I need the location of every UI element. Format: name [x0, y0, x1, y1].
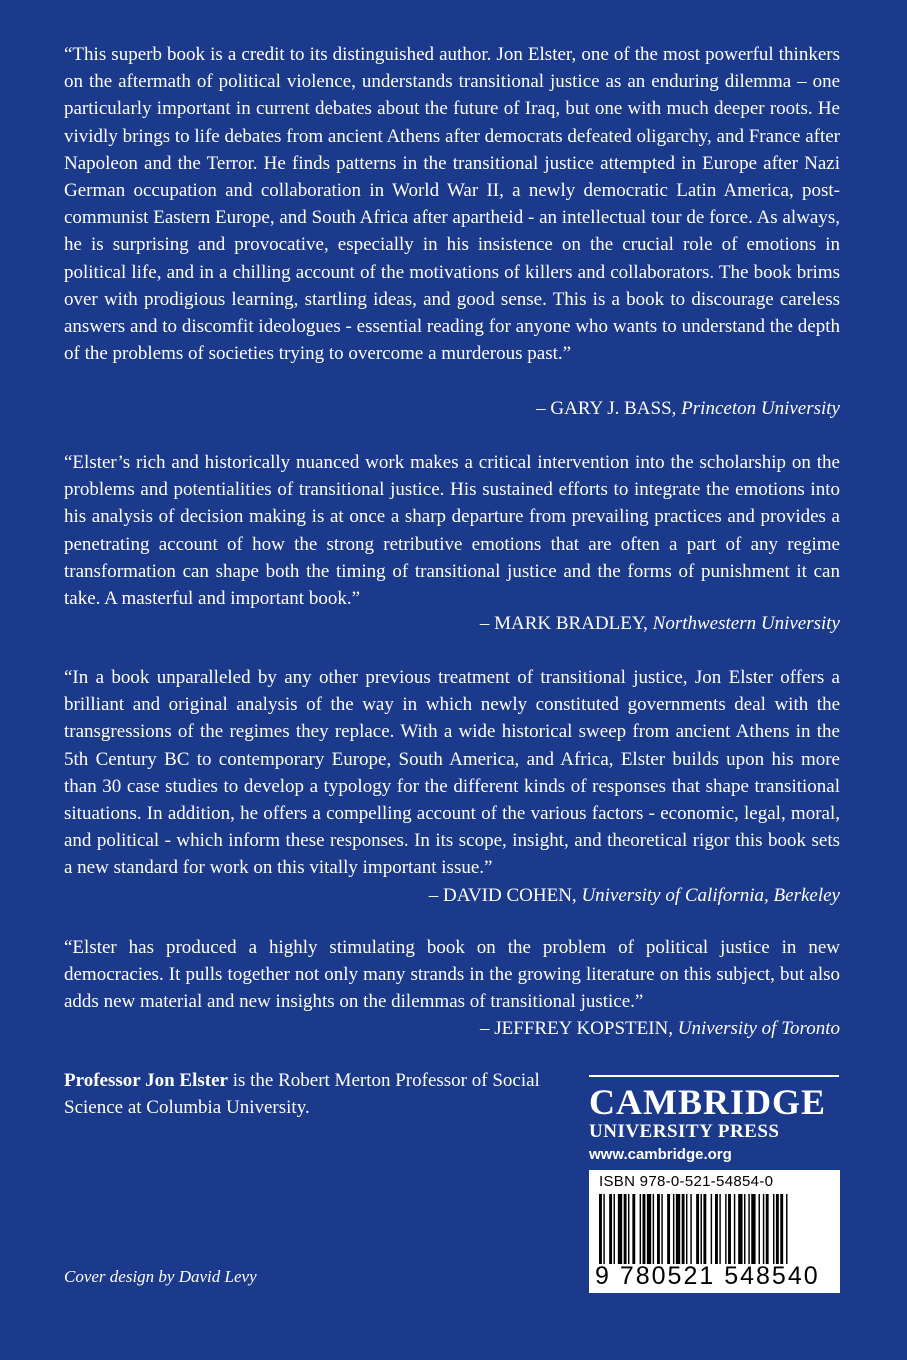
barcode-bar	[643, 1194, 646, 1264]
barcode-bar	[657, 1194, 660, 1264]
barcode-bar	[744, 1194, 745, 1264]
barcode-bar	[776, 1194, 779, 1264]
barcode-bar	[618, 1194, 622, 1264]
barcode-bar	[690, 1194, 691, 1264]
author-bio	[64, 1067, 564, 1121]
barcode-bar	[696, 1194, 699, 1264]
quote-bass-text: “This superb book is a credit to its distinguished author. Jon Elster, one of the most powerful thinkers on the aftermath of political violence, understands transitional justice as an enduring dilemma – one particularly important in current debates about the future of Iraq, but one with much deeper roots. He vividly brings to life debates from ancient Athens after democrats defeated oligarchy, and France after Napoleon and the Terror. He finds patterns in the transitional justice attempted in Europe after Nazi German occupation and collaboration in World War II, a newly democratic Latin America, post-communist Eastern Europe, and South Africa after apartheid - an intellectual tour de force. As always, he is surprising and provocative, especially in his insistence on the crucial role of emotions in political life, and in a chilling account of the motivations of killers and collaborators. The book brims over with prodigious learning, startling ideas, and good sense. This is a book to discourage careless answers and to discomfit ideologues - essential reading for anyone who wants to understand the depth of the problems of societies trying to overcome a murderous past.”	[64, 44, 840, 365]
barcode-icon	[599, 1194, 830, 1264]
publisher-rule	[589, 1075, 839, 1077]
barcode-bar	[703, 1194, 706, 1264]
barcode-bar	[780, 1194, 783, 1264]
barcode-bar	[609, 1194, 612, 1264]
barcode-bar	[614, 1194, 615, 1264]
barcode-bar	[667, 1194, 670, 1264]
barcode-bar	[599, 1194, 602, 1264]
publisher-name: CAMBRIDGE	[589, 1082, 827, 1122]
author-name: Professor Jon Elster	[64, 1070, 228, 1091]
author-bio-text: is the Robert Merton Professor of Social Science at Columbia University.	[64, 1070, 540, 1119]
barcode-bar	[603, 1194, 604, 1264]
barcode-bar	[751, 1194, 755, 1264]
quote-kopstein-institution: University of Toronto	[677, 1018, 840, 1039]
quote-bass-institution: Princeton University	[681, 398, 840, 419]
publisher-subtitle: UNIVERSITY PRESS	[589, 1121, 780, 1142]
barcode-bar	[719, 1194, 720, 1264]
barcode-bar	[647, 1194, 651, 1264]
barcode-bar	[738, 1194, 742, 1264]
quote-bass-attribution	[64, 395, 840, 422]
barcode-bar	[653, 1194, 654, 1264]
quote-cohen-author: – DAVID COHEN,	[428, 885, 577, 906]
quote-bradley-text: “Elster’s rich and historically nuanced work makes a critical intervention into the scholarship on the problems and potentialities of transitional justice. His sustained efforts to integrate the emotions into his analysis of decision making is at once a sharp departure from prevailing practices and provides a penetrating account of how the strong retributive emotions that are often a part of any regime transformation can shape both the timing of transitional justice and the forms of punishment it can take. A masterful and important book.”	[64, 452, 840, 610]
barcode-bar	[676, 1194, 680, 1264]
barcode-panel	[589, 1170, 840, 1293]
barcode-bar	[701, 1194, 702, 1264]
barcode-bar	[773, 1194, 774, 1264]
isbn-text: ISBN 978-0-521-54854-0	[599, 1173, 774, 1190]
quote-bass-author: – GARY J. BASS,	[536, 398, 677, 419]
ean-digits: 9 780521 548540	[595, 1262, 820, 1290]
barcode-bar	[711, 1194, 712, 1264]
barcode-bar	[763, 1194, 764, 1264]
quote-cohen-institution: University of California, Berkeley	[581, 885, 840, 906]
quote-cohen-attribution	[64, 882, 840, 909]
barcode-bar	[682, 1194, 685, 1264]
barcode-bar	[728, 1194, 731, 1264]
barcode-bar	[734, 1194, 735, 1264]
barcode-bar	[640, 1194, 641, 1264]
quote-kopstein-text: “Elster has produced a highly stimulating book on the problem of political justice in new democracies. It pulls together not only many strands in the growing literature on this subject, but also adds new material and new insights on the dilemmas of transitional justice.”	[64, 937, 840, 1013]
barcode-bar	[624, 1194, 627, 1264]
publisher-url: www.cambridge.org	[589, 1146, 732, 1163]
barcode-bar	[766, 1194, 769, 1264]
barcode-bar	[661, 1194, 662, 1264]
barcode-bar	[786, 1194, 787, 1264]
quote-bradley-author: – MARK BRADLEY,	[479, 613, 648, 634]
quote-kopstein-attribution	[64, 1015, 840, 1042]
quote-bradley-institution: Northwestern University	[652, 613, 840, 634]
barcode-bar	[725, 1194, 726, 1264]
barcode-bar	[715, 1194, 718, 1264]
barcode-bar	[628, 1194, 629, 1264]
barcode-bar	[632, 1194, 635, 1264]
quote-cohen-text: “In a book unparalleled by any other previous treatment of transitional justice, Jon Elster offers a brilliant and original analysis of the way in which newly constituted governments deal with the transgressions of the regimes they replace. With a wide historical sweep from ancient Athens in the 5th Century BC to contemporary Europe, South America, and Africa, Elster builds upon his more than 30 case studies to develop a typology for the different kinds of responses that shape transitional situations. In addition, he offers a compelling account of the various factors - economic, legal, moral, and political - which inform these responses. In its scope, insight, and theoretical rigor this book sets a new standard for work on this vitally important issue.”	[64, 667, 840, 879]
barcode-bar	[686, 1194, 687, 1264]
publisher-logo	[589, 1075, 839, 1165]
quote-kopstein-author: – JEFFREY KOPSTEIN,	[480, 1018, 674, 1039]
barcode-bar	[673, 1194, 674, 1264]
barcode-bar	[759, 1194, 760, 1264]
quote-bradley-attribution	[64, 610, 840, 637]
barcode-bar	[748, 1194, 749, 1264]
cover-design-credit: Cover design by David Levy	[64, 1267, 257, 1286]
